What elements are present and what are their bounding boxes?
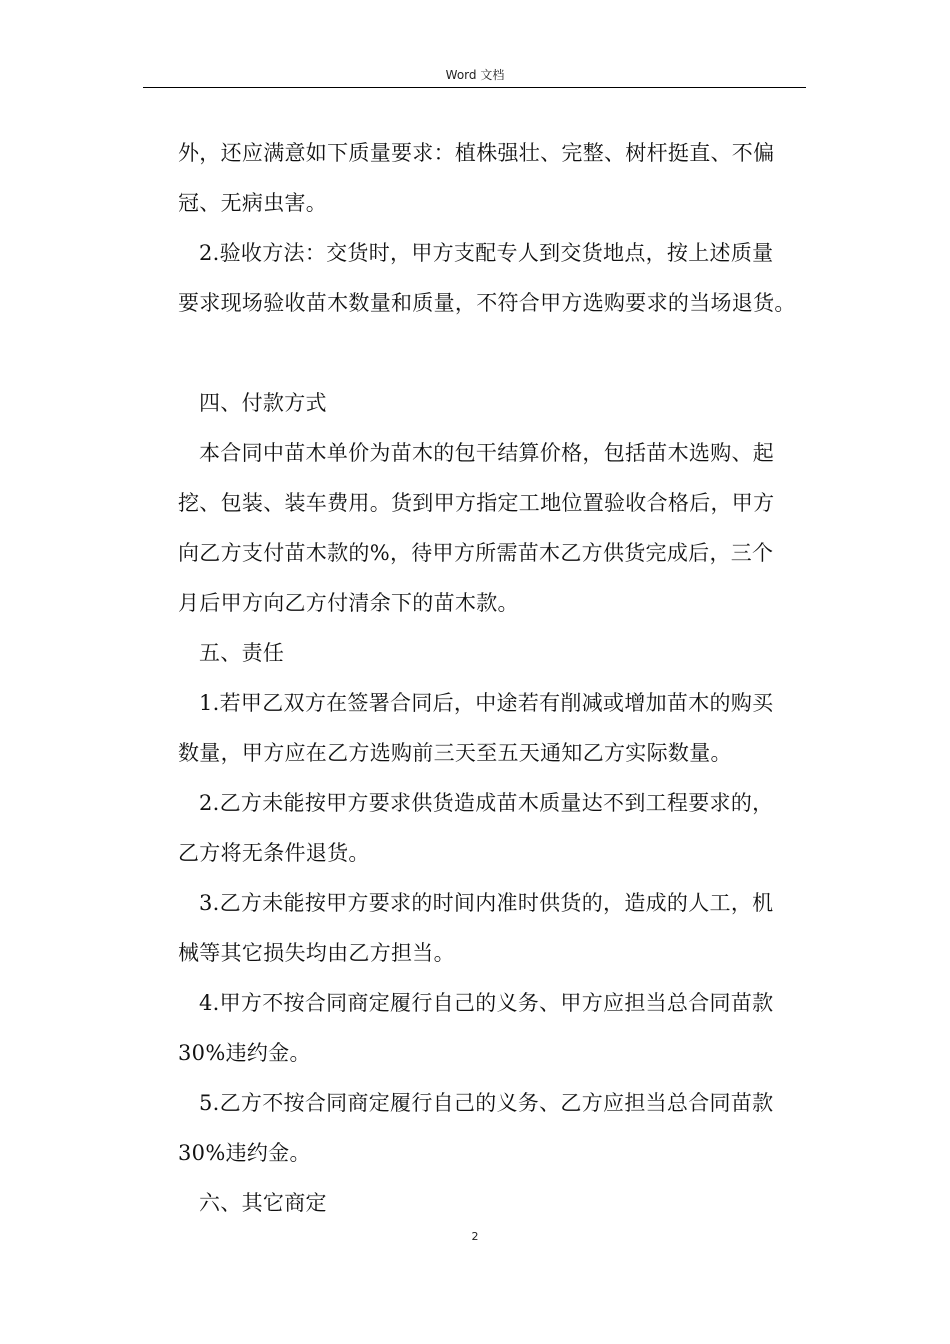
section-heading: 五、责任: [199, 641, 285, 665]
text-line: 向乙方支付苗木款的%，待甲方所需苗木乙方供货完成后，三个: [178, 541, 774, 565]
text-line: 1.若甲乙双方在签署合同后，中途若有削减或增加苗木的购买: [199, 691, 774, 715]
text-line: 2.乙方未能按甲方要求供货造成苗木质量达不到工程要求的，: [199, 791, 774, 815]
text-line: 外，还应满意如下质量要求：植株强壮、完整、树杆挺直、不偏: [178, 141, 775, 165]
text-line: 月后甲方向乙方付清余下的苗木款。: [178, 591, 519, 615]
page-number: 2: [471, 1230, 479, 1243]
text-line: 30%违约金。: [178, 1141, 311, 1165]
text-line: 械等其它损失均由乙方担当。: [178, 941, 455, 965]
text-line: 数量，甲方应在乙方选购前三天至五天通知乙方实际数量。: [178, 741, 732, 765]
section-heading: 六、其它商定: [199, 1191, 327, 1215]
text-line: 5.乙方不按合同商定履行自己的义务、乙方应担当总合同苗款: [199, 1091, 774, 1115]
text-line: 2.验收方法：交货时，甲方支配专人到交货地点，按上述质量: [199, 241, 774, 265]
text-line: 冠、无病虫害。: [178, 191, 328, 215]
document-body: [178, 128, 818, 1228]
text-line: 乙方将无条件退货。: [178, 841, 370, 865]
text-line: 4.甲方不按合同商定履行自己的义务、甲方应担当总合同苗款: [199, 991, 774, 1015]
text-line: 要求现场验收苗木数量和质量，不符合甲方选购要求的当场退货。: [178, 291, 796, 315]
text-line: 挖、包装、装车费用。货到甲方指定工地位置验收合格后，甲方: [178, 491, 775, 515]
text-line: 本合同中苗木单价为苗木的包干结算价格，包括苗木选购、起: [199, 441, 775, 465]
page-header: Word 文档: [445, 68, 505, 82]
section-heading: 四、付款方式: [199, 391, 327, 415]
text-line: 30%违约金。: [178, 1041, 311, 1065]
text-line: 3.乙方未能按甲方要求的时间内准时供货的，造成的人工，机: [199, 891, 774, 915]
blank-line: [178, 328, 818, 378]
header-rule: [143, 87, 806, 88]
